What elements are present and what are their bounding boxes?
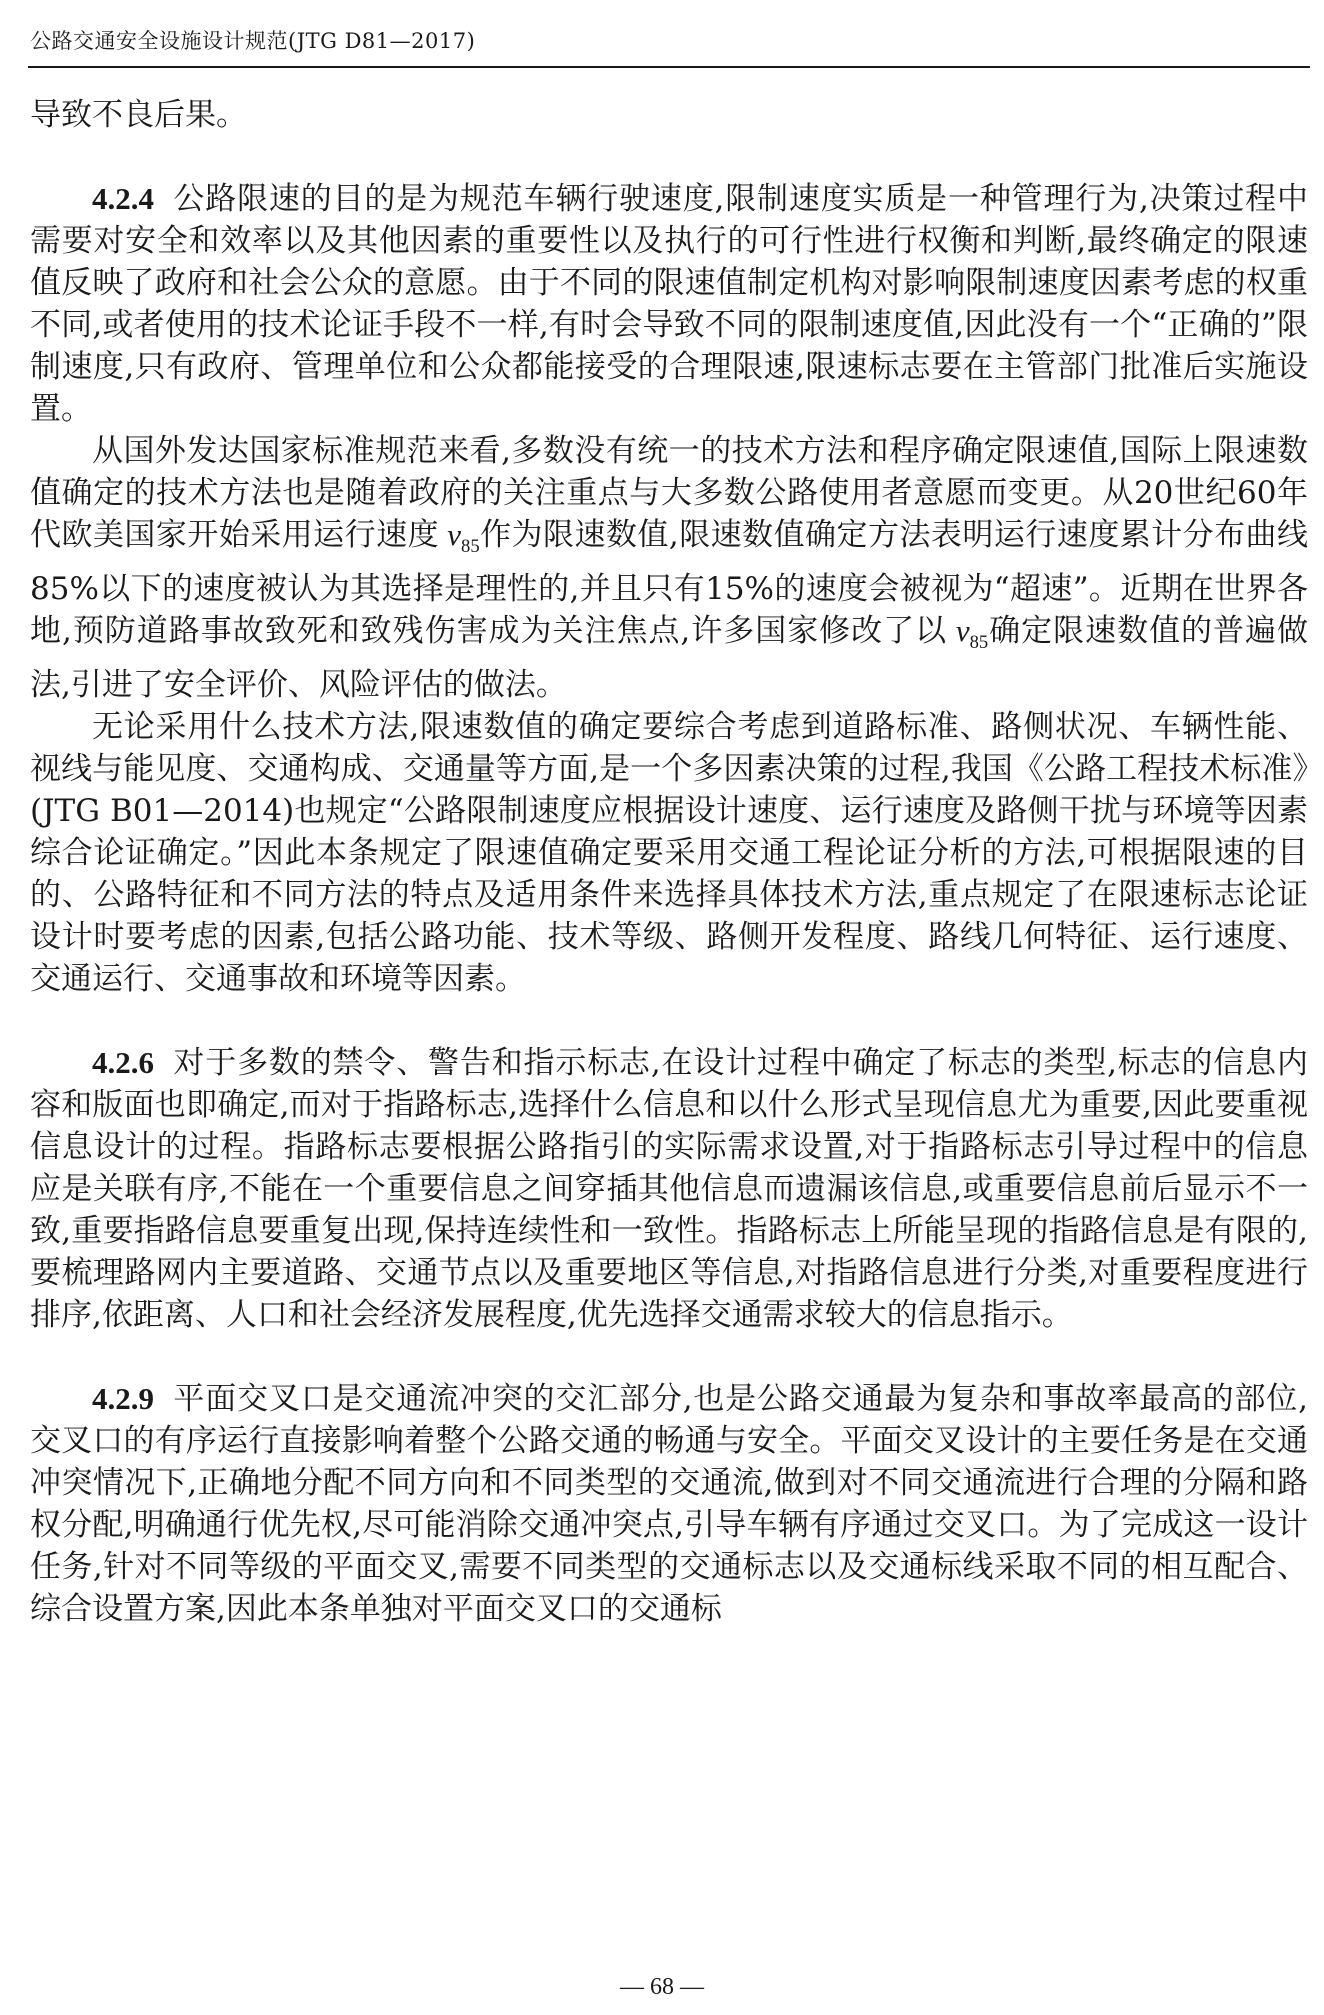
clause-number-4-2-6: 4.2.6 — [92, 1045, 154, 1081]
page-number: — 68 — — [620, 1974, 704, 2000]
lead-paragraph: 导致不良后果。 — [30, 97, 247, 133]
page-body — [30, 94, 1308, 1630]
clause-4-2-4-paragraph-3: 无论采用什么技术方法,限速数值的确定要综合考虑到道路标准、路侧状况、车辆性能、视线与能见度、交通构成、交通量等方面,是一个多因素决策的过程,我国《公路工程技术标准》(JTG B01—2014)也规定“公路限制速度应根据设计速度、运行速度及路侧干扰与环境等因素综合论证确定。”因此本条规定了限速值确定要采用交通工程论证分析的方法,可根据限速的目的、公路特征和不同方法的特点及适用条件来选择具体技术方法,重点规定了在限速标志论证设计时要考虑的因素,包括公路功能、技术等级、路侧开发程度、路线几何特征、运行速度、交通运行、交通事故和环境等因素。 — [30, 709, 1308, 998]
clause-4-2-4-p2-part-c: 确定限速数值的普遍做法,引进了安全评价、风险评估的做法。 — [30, 613, 1309, 704]
v85-symbol: $v_{85}$ — [955, 613, 989, 654]
clause-4-2-4-p2-part-b: 作为限速数值,限速数值确定方法表明运行速度累计分布曲线85%以下的速度被认为其选择是理性的,并且只有15%的速度会被视为“超速”。近期在世界各地,预防道路事故致死和致残伤害成为关注焦点,许多国家修改了以 — [30, 517, 1309, 650]
clause-number-4-2-4: 4.2.4 — [92, 181, 154, 216]
running-header: 公路交通安全设施设计规范(JTG D81—2017) — [30, 29, 476, 53]
clause-4-2-4-p2-part-a: 从国外发达国家标准规范来看,多数没有统一的技术方法和程序确定限速值,国际上限速数值确定的技术方法也是随着政府的关注重点与大多数公路使用者意愿而变更。从20世纪60年代欧美国家开始采用运行速度 — [30, 433, 1308, 553]
clause-4-2-6-paragraph — [30, 1042, 1308, 1336]
clause-4-2-4-paragraph-2 — [30, 430, 1308, 706]
clause-4-2-4-text: 公路限速的目的是为规范车辆行驶速度,限制速度实质是一种管理行为,决策过程中需要对安全和效率以及其他因素的重要性以及执行的可行性进行权衡和判断,最终确定的限速值反映了政府和社会公众的意愿。由于不同的限速值制定机构对影响限制速度因素考虑的权重不同,或者使用的技术论证手段不一样,有时会导致不同的限制速度值,因此没有一个“正确的”限制速度,只有政府、管理单位和公众都能接受的合理限速,限速标志要在主管部门批准后实施设置。 — [30, 181, 1308, 427]
clause-4-2-9-text: 平面交叉口是交通流冲突的交汇部分,也是公路交通最为复杂和事故率最高的部位,交叉口的有序运行直接影响着整个公路交通的畅通与安全。平面交叉设计的主要任务是在交通冲突情况下,正确地分配不同方向和不同类型的交通流,做到对不同交通流进行合理的分隔和路权分配,明确通行优先权,尽可能消除交通冲突点,引导车辆有序通过交叉口。为了完成这一设计任务,针对不同等级的平面交叉,需要不同类型的交通标志以及交通标线采取不同的相互配合、综合设置方案,因此本条单独对平面交叉口的交通标 — [30, 1381, 1308, 1628]
clause-4-2-9-paragraph — [30, 1378, 1308, 1630]
clause-4-2-6-text: 对于多数的禁令、警告和指示标志,在设计过程中确定了标志的类型,标志的信息内容和版面也即确定,而对于指路标志,选择什么信息和以什么形式呈现信息尤为重要,因此要重视信息设计的过程。指路标志要根据公路指引的实际需求设置,对于指路标志引导过程中的信息应是关联有序,不能在一个重要信息之间穿插其他信息而遗漏该信息,或重要信息前后显示不一致,重要指路信息要重复出现,保持连续性和一致性。指路标志上所能呈现的指路信息是有限的,要梳理路网内主要道路、交通节点以及重要地区等信息,对指路信息进行分类,对重要程度进行排序,依距离、人口和社会经济发展程度,优先选择交通需求较大的信息指示。 — [30, 1045, 1308, 1334]
clause-4-2-4-paragraph-1 — [30, 178, 1308, 430]
header-rule — [28, 66, 1310, 68]
clause-number-4-2-9: 4.2.9 — [92, 1381, 154, 1417]
v85-symbol: $v_{85}$ — [447, 517, 480, 558]
